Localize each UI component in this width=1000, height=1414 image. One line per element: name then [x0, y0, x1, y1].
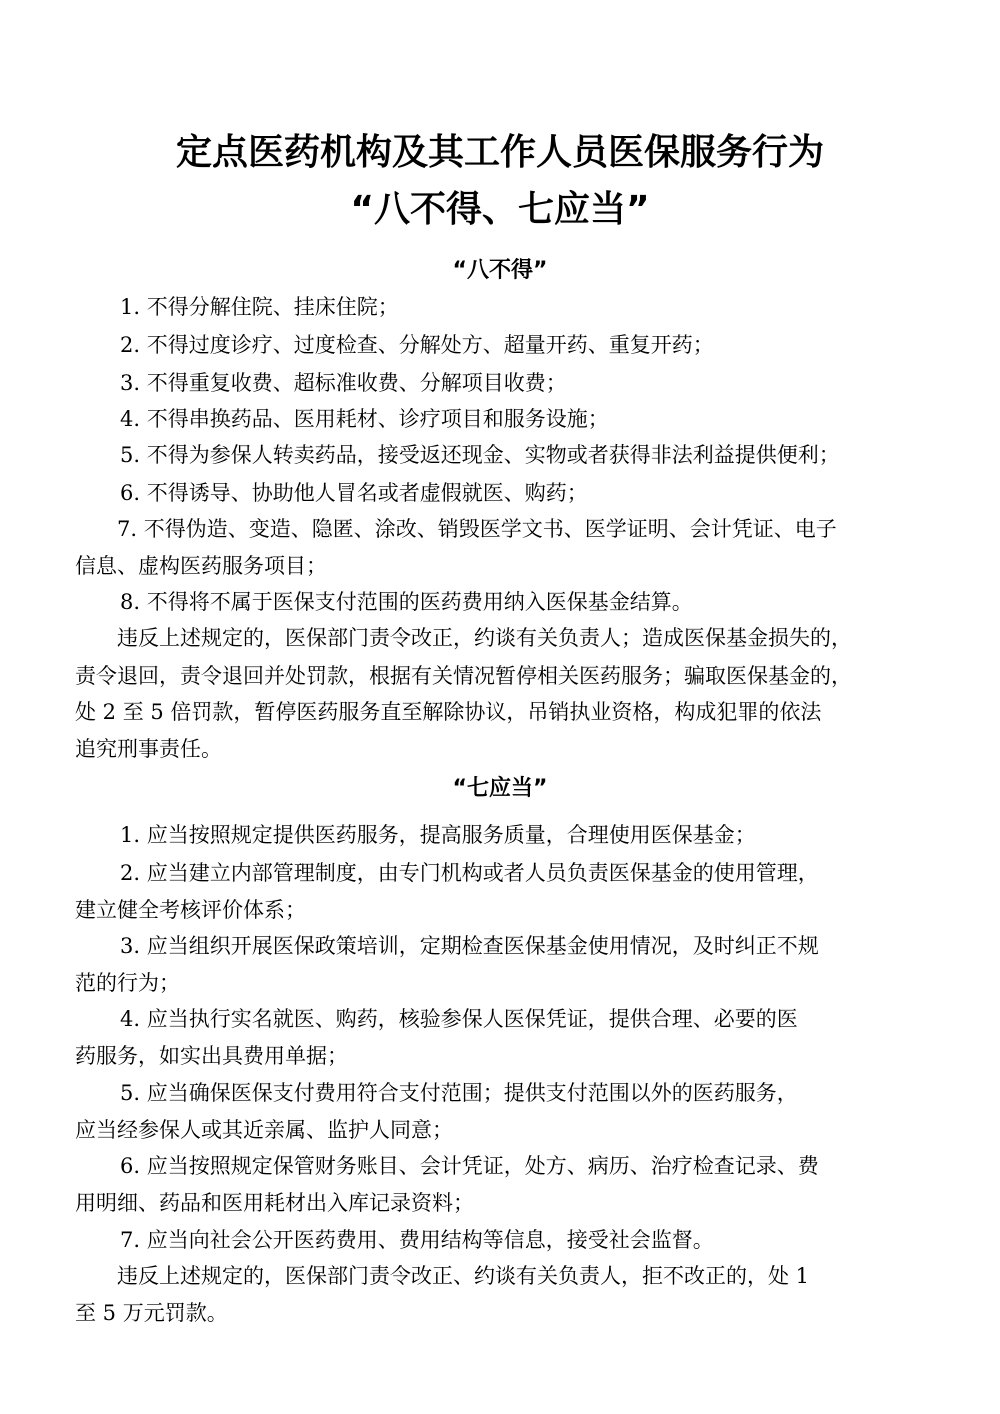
- ba-bu-de-penalty-line2: 责令退回，责令退回并处罚款，根据有关情况暂停相关医药服务；骗取医保基金的，: [75, 664, 852, 688]
- ba-bu-de-item-8: 8. 不得将不属于医保支付范围的医药费用纳入医保基金结算。: [120, 590, 693, 614]
- qi-ying-dang-item-4-line2: 药服务，如实出具费用单据；: [75, 1044, 348, 1068]
- qi-ying-dang-item-6-line1: 6. 应当按照规定保管财务账目、会计凭证，处方、病历、治疗检查记录、费: [120, 1154, 819, 1178]
- ba-bu-de-item-3: 3. 不得重复收费、超标准收费、分解项目收费；: [120, 371, 567, 395]
- qi-ying-dang-item-5-line2: 应当经参保人或其近亲属、监护人同意；: [75, 1118, 453, 1142]
- document-title-line2: “八不得、七应当”: [350, 189, 650, 230]
- ba-bu-de-item-4: 4. 不得串换药品、医用耗材、诊疗项目和服务设施；: [120, 407, 609, 431]
- ba-bu-de-item-7-line1: 7. 不得伪造、变造、隐匿、涂改、销毁医学文书、医学证明、会计凭证、电子: [117, 517, 837, 541]
- section-heading-ba-bu-de: “八不得”: [452, 258, 548, 283]
- qi-ying-dang-item-2-line1: 2. 应当建立内部管理制度，由专门机构或者人员负责医保基金的使用管理，: [120, 861, 819, 885]
- ba-bu-de-item-6: 6. 不得诱导、协助他人冒名或者虚假就医、购药；: [120, 481, 588, 505]
- qi-ying-dang-item-4-line1: 4. 应当执行实名就医、购药，核验参保人医保凭证，提供合理、必要的医: [120, 1007, 798, 1031]
- qi-ying-dang-item-3-line1: 3. 应当组织开展医保政策培训，定期检查医保基金使用情况，及时纠正不规: [120, 934, 819, 958]
- ba-bu-de-item-7-line2: 信息、虚构医药服务项目；: [75, 554, 327, 578]
- qi-ying-dang-penalty-line2: 至 5 万元罚款。: [75, 1301, 228, 1325]
- qi-ying-dang-item-7: 7. 应当向社会公开医药费用、费用结构等信息，接受社会监督。: [120, 1228, 714, 1252]
- ba-bu-de-penalty-line1: 违反上述规定的，医保部门责令改正，约谈有关负责人；造成医保基金损失的，: [117, 626, 852, 650]
- ba-bu-de-item-5: 5. 不得为参保人转卖药品，接受返还现金、实物或者获得非法利益提供便利；: [120, 443, 840, 467]
- document-title-line1: 定点医药机构及其工作人员医保服务行为: [175, 132, 824, 173]
- qi-ying-dang-item-5-line1: 5. 应当确保医保支付费用符合支付范围；提供支付范围以外的医药服务，: [120, 1081, 798, 1105]
- ba-bu-de-item-2: 2. 不得过度诊疗、过度检查、分解处方、超量开药、重复开药；: [120, 333, 714, 357]
- ba-bu-de-penalty-line3: 处 2 至 5 倍罚款，暂停医药服务直至解除协议，吊销执业资格，构成犯罪的依法: [75, 700, 822, 724]
- qi-ying-dang-item-6-line2: 用明细、药品和医用耗材出入库记录资料；: [75, 1191, 474, 1215]
- ba-bu-de-penalty-line4: 追究刑事责任。: [75, 737, 222, 761]
- section-heading-qi-ying-dang: “七应当”: [452, 776, 548, 801]
- ba-bu-de-item-1: 1. 不得分解住院、挂床住院；: [120, 295, 399, 319]
- qi-ying-dang-item-2-line2: 建立健全考核评价体系；: [75, 898, 306, 922]
- qi-ying-dang-item-1: 1. 应当按照规定提供医药服务，提高服务质量，合理使用医保基金；: [120, 823, 756, 847]
- qi-ying-dang-item-3-line2: 范的行为；: [75, 971, 180, 995]
- qi-ying-dang-penalty-line1: 违反上述规定的，医保部门责令改正、约谈有关负责人，拒不改正的，处 1: [117, 1264, 810, 1288]
